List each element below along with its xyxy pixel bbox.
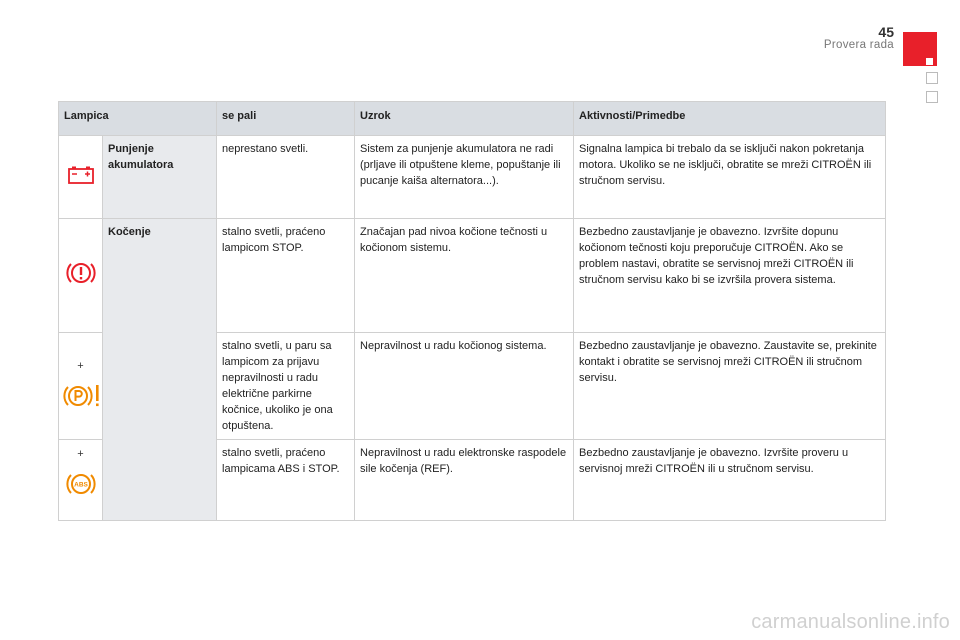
table-row [59, 219, 886, 333]
cell-when: stalno svetli, praćeno lampicom STOP. [217, 219, 355, 333]
cell-action: Bezbedno zaustavljanje je obavezno. Izvršite dopunu kočionom tečnosti koju preporučuje CITROËN. Ako se problem nastavi, obratite se servisnoj mreži CITROËN ili stručnom servisu kako bi se izvršila provera sistema. [574, 219, 886, 333]
cell-when: neprestano svetli. [217, 136, 355, 219]
cell-cause: Nepravilnost u radu elektronske raspodele sile kočenja (REF). [355, 440, 574, 521]
cell-action: Bezbedno zaustavljanje je obavezno. Izvršite proveru u servisnoj mreži CITROËN ili u stručnom servisu. [574, 440, 886, 521]
icon-cell [59, 136, 103, 219]
cell-when: stalno svetli, praćeno lampicama ABS i STOP. [217, 440, 355, 521]
nav-box-2[interactable] [926, 91, 938, 103]
cell-action: Bezbedno zaustavljanje je obavezno. Zaustavite se, prekinite kontakt i obratite se servisnoj mreži CITROËN ili stručnom servisu. [574, 333, 886, 440]
page-number: 45 [878, 24, 894, 40]
svg-text:ABS: ABS [73, 481, 88, 489]
cell-cause: Nepravilnost u radu kočionog sistema. [355, 333, 574, 440]
abs-icon [65, 470, 97, 498]
tab-marker [926, 58, 933, 65]
header-lampica: Lampica [59, 102, 217, 136]
plus-sign: + [77, 359, 84, 372]
section-title: Provera rada [823, 39, 894, 51]
parking-brake-fault-icon [62, 382, 102, 410]
nav-box-1[interactable] [926, 72, 938, 84]
cell-action: Signalna lampica bi trebalo da se isključi nakon pokretanja motora. Ukoliko se ne isključi, obratite se mreži CITROËN ili stručnom servisu. [574, 136, 886, 219]
lamp-name: Punjenje akumulatora [103, 136, 217, 219]
cell-cause: Sistem za punjenje akumulatora ne radi (prljave ili otpuštene kleme, popuštanje ili pucanje kaiša alternatora...). [355, 136, 574, 219]
icon-cell [59, 333, 103, 440]
icon-cell [59, 440, 103, 521]
header-se-pali: se pali [217, 102, 355, 136]
chapter-tab[interactable] [903, 32, 937, 66]
plus-sign: + [77, 448, 84, 460]
lamp-name: Kočenje [103, 219, 217, 521]
battery-icon [65, 165, 97, 185]
cell-when: stalno svetli, u paru sa lampicom za prijavu nepravilnosti u radu električne parkirne kočnice, ukoliko je ona otpuštena. [217, 333, 355, 440]
warning-lamps-table [58, 101, 886, 521]
watermark: carmanualsonline.info [751, 611, 950, 633]
cell-cause: Značajan pad nivoa kočione tečnosti u kočionom sistemu. [355, 219, 574, 333]
icon-cell [59, 219, 103, 333]
table-header-row [59, 102, 886, 136]
brake-warning-icon [65, 258, 97, 288]
header-uzrok: Uzrok [355, 102, 574, 136]
header-aktivnosti: Aktivnosti/Primedbe [574, 102, 886, 136]
table-row [59, 136, 886, 219]
